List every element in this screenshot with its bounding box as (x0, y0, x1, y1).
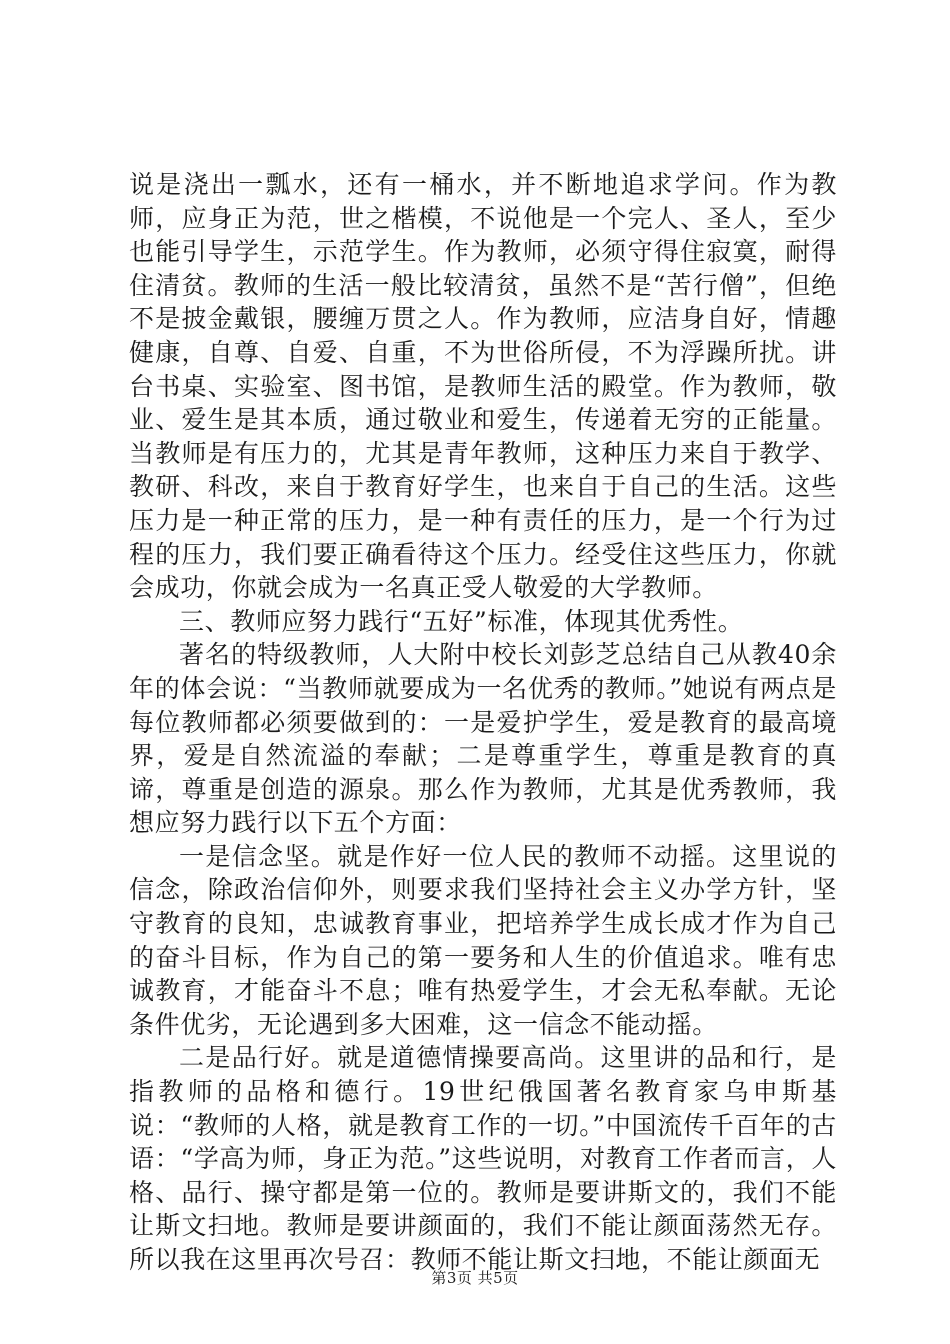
document-body (129, 168, 837, 1277)
paragraph-3: 一是信念坚。就是作好一位人民的教师不动摇。这里说的信念，除政治信仰外，则要求我们坚持社会主义办学方针，坚守教育的良知，忠诚教育事业，把培养学生成长成才作为自己的奋斗目标，作为自己的第一要务和人生的价值追求。唯有忠诚教育，才能奋斗不息；唯有热爱学生，才会无私奉献。无论条件优劣，无论遇到多大困难，这一信念不能动摇。 (129, 841, 837, 1039)
paragraph-1: 说是浇出一瓢水，还有一桶水，并不断地追求学问。作为教师，应身正为范，世之楷模，不说他是一个完人、圣人，至少也能引导学生，示范学生。作为教师，必须守得住寂寞，耐得住清贫。教师的生活一般比较清贫，虽然不是“苦行僧”，但绝不是披金戴银，腰缠万贯之人。作为教师，应洁身自好，情趣健康，自尊、自爱、自重，不为世俗所侵，不为浮躁所扰。讲台书桌、实验室、图书馆，是教师生活的殿堂。作为教师，敬业、爱生是其本质，通过敬业和爱生，传递着无穷的正能量。当教师是有压力的，尤其是青年教师，这种压力来自于教学、教研、科改，来自于教育好学生，也来自于自己的生活。这些压力是一种正常的压力，是一种有责任的压力，是一个行为过程的压力，我们要正确看待这个压力。经受住这些压力，你就会成功，你就会成为一名真正受人敬爱的大学教师。 (129, 170, 837, 603)
page-number-footer: 第3页 共5页 (431, 1269, 519, 1287)
paragraph-4: 二是品行好。就是道德情操要高尚。这里讲的品和行，是指教师的品格和德行。19世纪俄国著名教育家乌申斯基说：“教师的人格，就是教育工作的一切。”中国流传千百年的古语：“学高为师，身正为范。”这些说明，对教育工作者而言，人格、品行、操守都是第一位的。教师是要讲斯文的，我们不能让斯文扫地。教师是要讲颜面的，我们不能让颜面荡然无存。所以我在这里再次号召：教师不能让斯文扫地，不能让颜面无 (129, 1043, 837, 1274)
paragraph-2: 著名的特级教师，人大附中校长刘彭芝总结自己从教40余年的体会说：“当教师就要成为一名优秀的教师。”她说有两点是每位教师都必须要做到的：一是爱护学生，爱是教育的最高境界，爱是自然流溢的奉献；二是尊重学生，尊重是教育的真谛，尊重是创造的源泉。那么作为教师，尤其是优秀教师，我想应努力践行以下五个方面： (129, 640, 837, 838)
section-heading: 三、教师应努力践行“五好”标准，体现其优秀性。 (179, 606, 744, 636)
